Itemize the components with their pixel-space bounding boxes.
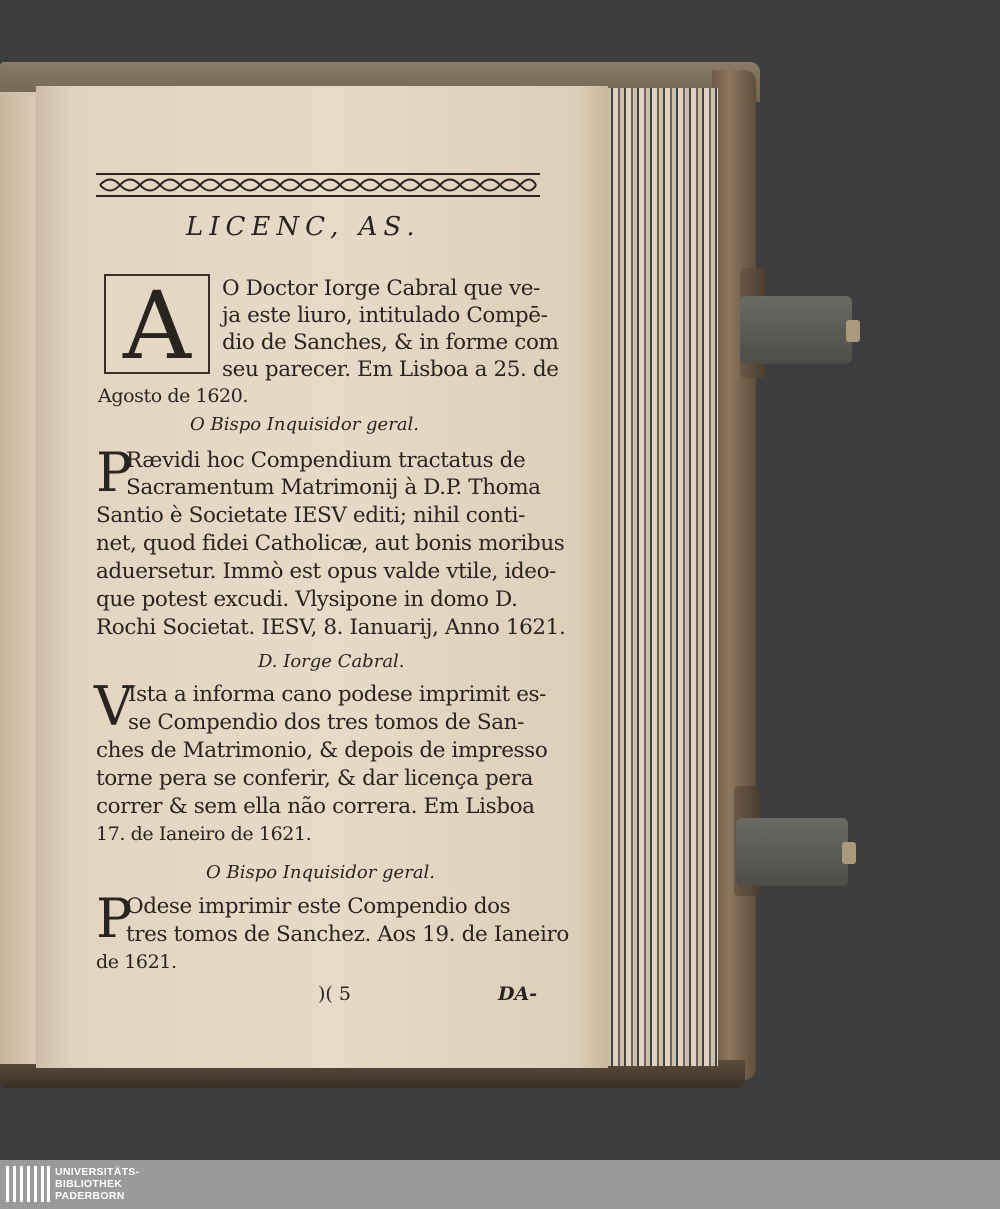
catchword: DA- (498, 983, 538, 1005)
initial-letter: A (123, 274, 191, 374)
dropcap-p2: P (96, 887, 133, 950)
para2-line: aduersetur. Immò est opus valde vtile, ideo- (96, 559, 557, 584)
signature-line: D. Iorge Cabral. (258, 651, 405, 672)
para1-line: seu parecer. Em Lisboa a 25. de (222, 357, 559, 382)
signature-mark: )( 5 (318, 983, 351, 1005)
para2-line: que potest excudi. Vlysipone in domo D. (96, 587, 518, 612)
para2-line: net, quod fidei Catholicæ, aut bonis moribus (96, 531, 565, 556)
para4-line: de 1621. (96, 951, 177, 973)
para2-line: Rævidi hoc Compendium tractatus de (126, 448, 526, 473)
dropcap-p: P (96, 441, 133, 504)
decorated-initial (104, 274, 210, 374)
logo-line: BIBLIOTHEK (55, 1178, 123, 1190)
signature-line: O Bispo Inquisidor geral. (206, 862, 436, 883)
logo-line: UNIVERSITÄTS- (55, 1166, 140, 1178)
para1-line: ja este liuro, intitulado Compē- (222, 303, 548, 328)
book-fore-edge-cover (712, 70, 756, 1080)
clasp-top (740, 296, 852, 364)
para3-line: se Compendio dos tres tomos de San- (128, 710, 524, 735)
para3-line: ches de Matrimonio, & depois de impresso (96, 738, 548, 763)
para4-line: tres tomos de Sanchez. Aos 19. de Ianeiro (126, 922, 569, 947)
library-logo-icon (6, 1166, 50, 1202)
para2-line: Santio è Societate IESV editi; nihil conti- (96, 503, 526, 528)
dropcap-v: V (94, 675, 133, 738)
clasp-bottom (736, 818, 848, 886)
page-block-edges (600, 88, 718, 1066)
footer-bar (0, 1160, 1000, 1209)
para3-line: Ista a informa cano podese imprimit es- (128, 682, 547, 707)
para1-line: Agosto de 1620. (98, 385, 249, 407)
para3-line: correr & sem ella não correra. Em Lisboa (96, 794, 535, 819)
para3-line: torne pera se conferir, & dar licença pera (96, 766, 534, 791)
page-heading: LICENC, AS. (186, 212, 421, 242)
para1-line: O Doctor Iorge Cabral que ve- (222, 276, 540, 301)
para2-line: Sacramentum Matrimonij à D.P. Thoma (126, 475, 541, 500)
signature-line: O Bispo Inquisidor geral. (190, 414, 420, 435)
logo-line: PADERBORN (55, 1190, 125, 1202)
para2-line: Rochi Societat. IESV, 8. Ianuarij, Anno 1621. (96, 615, 566, 640)
para1-line: dio de Sanches, & in forme com (222, 330, 559, 355)
para3-line: 17. de Ianeiro de 1621. (96, 823, 312, 845)
ornament-band (96, 172, 540, 198)
library-logo-text (55, 1166, 139, 1202)
para4-line: Odese imprimir este Compendio dos (126, 894, 511, 919)
